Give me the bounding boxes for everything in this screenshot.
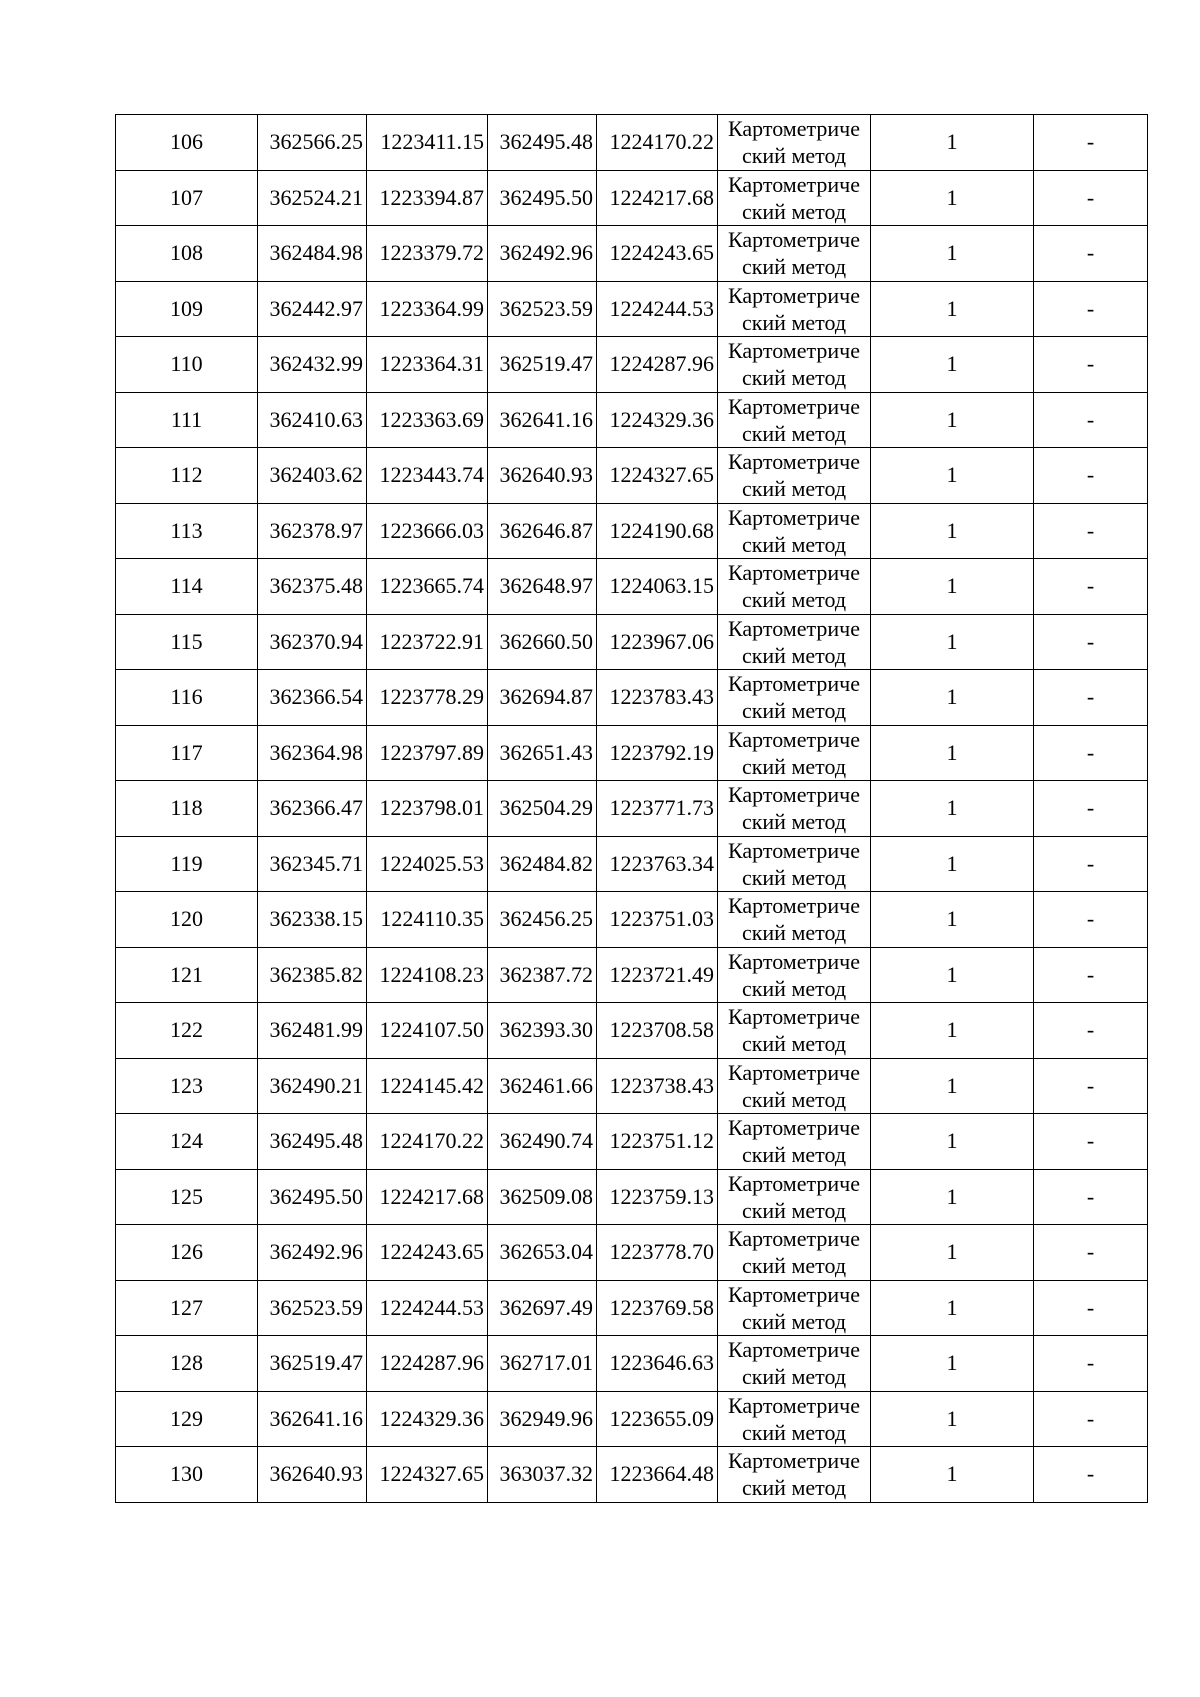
method-cell	[718, 725, 871, 781]
x-start-cell: 362523.59	[258, 1280, 367, 1336]
y-start-cell: 1224243.65	[367, 1225, 488, 1281]
y-start-cell: 1224145.42	[367, 1058, 488, 1114]
method-cell	[718, 337, 871, 393]
x-start-cell: 362484.98	[258, 226, 367, 282]
table-row	[116, 725, 1148, 781]
table-row	[116, 836, 1148, 892]
accuracy-cell: 1	[871, 781, 1034, 837]
x-end-cell: 362509.08	[488, 1169, 597, 1225]
x-end-cell: 362492.96	[488, 226, 597, 282]
accuracy-cell: 1	[871, 1280, 1034, 1336]
y-end-cell: 1223708.58	[597, 1003, 718, 1059]
accuracy-cell: 1	[871, 170, 1034, 226]
note-cell: -	[1034, 1336, 1148, 1392]
method-cell	[718, 226, 871, 282]
method-text-line-2: ский метод	[741, 531, 847, 557]
x-end-cell: 362456.25	[488, 892, 597, 948]
method-cell	[718, 670, 871, 726]
method-text-line-2: ский метод	[741, 920, 847, 946]
method-cell	[718, 392, 871, 448]
x-start-cell: 362370.94	[258, 614, 367, 670]
x-start-cell: 362432.99	[258, 337, 367, 393]
y-start-cell: 1223363.69	[367, 392, 488, 448]
accuracy-cell: 1	[871, 1114, 1034, 1170]
method-text-line-1: Картометриче	[728, 948, 860, 974]
method-text-line-1: Картометриче	[728, 615, 860, 641]
y-end-cell: 1224190.68	[597, 503, 718, 559]
note-cell: -	[1034, 1003, 1148, 1059]
method-text-line-1: Картометриче	[728, 1226, 860, 1252]
method-text-line-1: Картометриче	[728, 782, 860, 808]
y-start-cell: 1223665.74	[367, 559, 488, 615]
note-cell: -	[1034, 1447, 1148, 1503]
y-start-cell: 1223666.03	[367, 503, 488, 559]
method-text-line-2: ский метод	[741, 642, 847, 668]
x-end-cell: 362523.59	[488, 281, 597, 337]
note-cell: -	[1034, 1225, 1148, 1281]
x-start-cell: 362378.97	[258, 503, 367, 559]
method-text-line-1: Картометриче	[728, 837, 860, 863]
accuracy-cell: 1	[871, 559, 1034, 615]
x-start-cell: 362338.15	[258, 892, 367, 948]
table-body	[116, 115, 1148, 1503]
y-end-cell: 1223721.49	[597, 947, 718, 1003]
point-number-cell: 129	[116, 1391, 258, 1447]
method-cell	[718, 1447, 871, 1503]
method-text-line-1: Картометриче	[728, 560, 860, 586]
x-start-cell: 362375.48	[258, 559, 367, 615]
y-end-cell: 1224327.65	[597, 448, 718, 504]
point-number-cell: 120	[116, 892, 258, 948]
point-number-cell: 122	[116, 1003, 258, 1059]
y-start-cell: 1223778.29	[367, 670, 488, 726]
method-text-line-2: ский метод	[741, 1253, 847, 1279]
x-end-cell: 362393.30	[488, 1003, 597, 1059]
y-start-cell: 1224110.35	[367, 892, 488, 948]
x-start-cell: 362492.96	[258, 1225, 367, 1281]
y-start-cell: 1223797.89	[367, 725, 488, 781]
method-text-line-1: Картометриче	[728, 1004, 860, 1030]
x-start-cell: 362366.54	[258, 670, 367, 726]
table-row	[116, 1447, 1148, 1503]
accuracy-cell: 1	[871, 115, 1034, 171]
note-cell: -	[1034, 781, 1148, 837]
x-end-cell: 362648.97	[488, 559, 597, 615]
table-row	[116, 392, 1148, 448]
note-cell: -	[1034, 1169, 1148, 1225]
point-number-cell: 125	[116, 1169, 258, 1225]
method-cell	[718, 1225, 871, 1281]
note-cell: -	[1034, 115, 1148, 171]
note-cell: -	[1034, 337, 1148, 393]
method-text-line-2: ский метод	[741, 753, 847, 779]
y-start-cell: 1224217.68	[367, 1169, 488, 1225]
method-text-line-2: ский метод	[741, 1142, 847, 1168]
method-text-line-1: Картометриче	[728, 1059, 860, 1085]
y-end-cell: 1224287.96	[597, 337, 718, 393]
method-text-line-2: ский метод	[741, 1308, 847, 1334]
accuracy-cell: 1	[871, 1003, 1034, 1059]
method-text-line-2: ский метод	[741, 365, 847, 391]
point-number-cell: 130	[116, 1447, 258, 1503]
method-text-line-1: Картометриче	[728, 1281, 860, 1307]
y-end-cell: 1223792.19	[597, 725, 718, 781]
y-start-cell: 1224108.23	[367, 947, 488, 1003]
y-end-cell: 1223751.12	[597, 1114, 718, 1170]
x-end-cell: 362660.50	[488, 614, 597, 670]
table-row	[116, 226, 1148, 282]
x-end-cell: 362949.96	[488, 1391, 597, 1447]
method-text-line-2: ский метод	[741, 1419, 847, 1445]
table-row	[116, 170, 1148, 226]
x-end-cell: 362490.74	[488, 1114, 597, 1170]
x-start-cell: 362490.21	[258, 1058, 367, 1114]
accuracy-cell: 1	[871, 725, 1034, 781]
y-start-cell: 1223798.01	[367, 781, 488, 837]
note-cell: -	[1034, 226, 1148, 282]
note-cell: -	[1034, 892, 1148, 948]
y-end-cell: 1224217.68	[597, 170, 718, 226]
note-cell: -	[1034, 1391, 1148, 1447]
x-start-cell: 362640.93	[258, 1447, 367, 1503]
note-cell: -	[1034, 614, 1148, 670]
method-text-line-1: Картометриче	[728, 671, 860, 697]
y-start-cell: 1223411.15	[367, 115, 488, 171]
x-end-cell: 362694.87	[488, 670, 597, 726]
x-start-cell: 362410.63	[258, 392, 367, 448]
x-end-cell: 362653.04	[488, 1225, 597, 1281]
x-end-cell: 362641.16	[488, 392, 597, 448]
note-cell: -	[1034, 725, 1148, 781]
x-end-cell: 362717.01	[488, 1336, 597, 1392]
note-cell: -	[1034, 503, 1148, 559]
method-text-line-2: ский метод	[741, 254, 847, 280]
x-start-cell: 362524.21	[258, 170, 367, 226]
x-end-cell: 362697.49	[488, 1280, 597, 1336]
table-row	[116, 559, 1148, 615]
x-end-cell: 362495.50	[488, 170, 597, 226]
method-text-line-2: ский метод	[741, 975, 847, 1001]
x-end-cell: 362387.72	[488, 947, 597, 1003]
table-row	[116, 281, 1148, 337]
y-end-cell: 1223751.03	[597, 892, 718, 948]
table-row	[116, 115, 1148, 171]
method-text-line-2: ский метод	[741, 1364, 847, 1390]
method-cell	[718, 892, 871, 948]
method-text-line-2: ский метод	[741, 1031, 847, 1057]
method-text-line-2: ский метод	[741, 864, 847, 890]
y-start-cell: 1223722.91	[367, 614, 488, 670]
accuracy-cell: 1	[871, 836, 1034, 892]
y-end-cell: 1223967.06	[597, 614, 718, 670]
method-text-line-1: Картометриче	[728, 893, 860, 919]
accuracy-cell: 1	[871, 1391, 1034, 1447]
point-number-cell: 123	[116, 1058, 258, 1114]
table-row	[116, 670, 1148, 726]
table-row	[116, 1225, 1148, 1281]
point-number-cell: 124	[116, 1114, 258, 1170]
y-end-cell: 1223763.34	[597, 836, 718, 892]
x-start-cell: 362519.47	[258, 1336, 367, 1392]
y-start-cell: 1224025.53	[367, 836, 488, 892]
y-end-cell: 1223778.70	[597, 1225, 718, 1281]
method-text-line-1: Картометриче	[728, 227, 860, 253]
note-cell: -	[1034, 392, 1148, 448]
table-row	[116, 892, 1148, 948]
method-cell	[718, 115, 871, 171]
method-cell	[718, 614, 871, 670]
y-start-cell: 1223443.74	[367, 448, 488, 504]
table-row	[116, 337, 1148, 393]
accuracy-cell: 1	[871, 614, 1034, 670]
method-text-line-1: Картометриче	[728, 393, 860, 419]
y-end-cell: 1223769.58	[597, 1280, 718, 1336]
x-end-cell: 362651.43	[488, 725, 597, 781]
method-text-line-1: Картометриче	[728, 1337, 860, 1363]
point-number-cell: 121	[116, 947, 258, 1003]
method-cell	[718, 1280, 871, 1336]
point-number-cell: 117	[116, 725, 258, 781]
table-row	[116, 1058, 1148, 1114]
point-number-cell: 106	[116, 115, 258, 171]
y-end-cell: 1223759.13	[597, 1169, 718, 1225]
method-text-line-1: Картометриче	[728, 504, 860, 530]
point-number-cell: 119	[116, 836, 258, 892]
point-number-cell: 109	[116, 281, 258, 337]
note-cell: -	[1034, 170, 1148, 226]
x-start-cell: 362364.98	[258, 725, 367, 781]
y-start-cell: 1223379.72	[367, 226, 488, 282]
point-number-cell: 107	[116, 170, 258, 226]
method-text-line-1: Картометриче	[728, 282, 860, 308]
note-cell: -	[1034, 281, 1148, 337]
y-start-cell: 1224287.96	[367, 1336, 488, 1392]
method-text-line-2: ский метод	[741, 587, 847, 613]
x-start-cell: 362481.99	[258, 1003, 367, 1059]
table-row	[116, 1336, 1148, 1392]
x-end-cell: 362519.47	[488, 337, 597, 393]
accuracy-cell: 1	[871, 1225, 1034, 1281]
method-cell	[718, 448, 871, 504]
y-end-cell: 1223783.43	[597, 670, 718, 726]
x-start-cell: 362495.50	[258, 1169, 367, 1225]
accuracy-cell: 1	[871, 226, 1034, 282]
y-start-cell: 1224327.65	[367, 1447, 488, 1503]
method-cell	[718, 1391, 871, 1447]
table-row	[116, 781, 1148, 837]
point-number-cell: 110	[116, 337, 258, 393]
y-start-cell: 1223394.87	[367, 170, 488, 226]
x-end-cell: 362495.48	[488, 115, 597, 171]
point-number-cell: 112	[116, 448, 258, 504]
method-text-line-1: Картометриче	[728, 1115, 860, 1141]
method-text-line-1: Картометриче	[728, 338, 860, 364]
method-text-line-2: ский метод	[741, 198, 847, 224]
point-number-cell: 113	[116, 503, 258, 559]
method-cell	[718, 1003, 871, 1059]
y-end-cell: 1224170.22	[597, 115, 718, 171]
accuracy-cell: 1	[871, 337, 1034, 393]
y-start-cell: 1224170.22	[367, 1114, 488, 1170]
table-row	[116, 1280, 1148, 1336]
x-end-cell: 362484.82	[488, 836, 597, 892]
method-text-line-1: Картометриче	[728, 171, 860, 197]
note-cell: -	[1034, 836, 1148, 892]
table-row	[116, 1114, 1148, 1170]
accuracy-cell: 1	[871, 670, 1034, 726]
x-end-cell: 362461.66	[488, 1058, 597, 1114]
x-start-cell: 362641.16	[258, 1391, 367, 1447]
accuracy-cell: 1	[871, 947, 1034, 1003]
method-text-line-1: Картометриче	[728, 726, 860, 752]
point-number-cell: 115	[116, 614, 258, 670]
method-cell	[718, 781, 871, 837]
point-number-cell: 126	[116, 1225, 258, 1281]
accuracy-cell: 1	[871, 1169, 1034, 1225]
y-end-cell: 1223738.43	[597, 1058, 718, 1114]
y-end-cell: 1224063.15	[597, 559, 718, 615]
method-text-line-2: ский метод	[741, 1197, 847, 1223]
y-end-cell: 1224244.53	[597, 281, 718, 337]
method-text-line-1: Картометриче	[728, 1170, 860, 1196]
method-cell	[718, 1058, 871, 1114]
accuracy-cell: 1	[871, 1336, 1034, 1392]
note-cell: -	[1034, 947, 1148, 1003]
x-end-cell: 362646.87	[488, 503, 597, 559]
method-cell	[718, 1169, 871, 1225]
table-row	[116, 947, 1148, 1003]
accuracy-cell: 1	[871, 281, 1034, 337]
x-end-cell: 362504.29	[488, 781, 597, 837]
accuracy-cell: 1	[871, 892, 1034, 948]
y-end-cell: 1223771.73	[597, 781, 718, 837]
y-end-cell: 1223664.48	[597, 1447, 718, 1503]
note-cell: -	[1034, 1280, 1148, 1336]
accuracy-cell: 1	[871, 503, 1034, 559]
accuracy-cell: 1	[871, 448, 1034, 504]
method-text-line-1: Картометриче	[728, 1448, 860, 1474]
y-start-cell: 1223364.31	[367, 337, 488, 393]
method-text-line-2: ский метод	[741, 1475, 847, 1501]
method-text-line-2: ский метод	[741, 143, 847, 169]
method-text-line-1: Картометриче	[728, 116, 860, 142]
method-text-line-2: ский метод	[741, 309, 847, 335]
y-start-cell: 1223364.99	[367, 281, 488, 337]
method-text-line-2: ский метод	[741, 809, 847, 835]
note-cell: -	[1034, 559, 1148, 615]
table-row	[116, 614, 1148, 670]
method-cell	[718, 170, 871, 226]
y-end-cell: 1223646.63	[597, 1336, 718, 1392]
accuracy-cell: 1	[871, 1058, 1034, 1114]
table-row	[116, 448, 1148, 504]
method-cell	[718, 1114, 871, 1170]
x-start-cell: 362442.97	[258, 281, 367, 337]
point-number-cell: 127	[116, 1280, 258, 1336]
table-row	[116, 1391, 1148, 1447]
method-text-line-1: Картометриче	[728, 449, 860, 475]
x-start-cell: 362403.62	[258, 448, 367, 504]
point-number-cell: 114	[116, 559, 258, 615]
method-cell	[718, 503, 871, 559]
method-cell	[718, 836, 871, 892]
x-end-cell: 363037.32	[488, 1447, 597, 1503]
x-start-cell: 362495.48	[258, 1114, 367, 1170]
point-number-cell: 108	[116, 226, 258, 282]
table-row	[116, 503, 1148, 559]
point-number-cell: 128	[116, 1336, 258, 1392]
method-cell	[718, 947, 871, 1003]
method-cell	[718, 559, 871, 615]
y-end-cell: 1224329.36	[597, 392, 718, 448]
x-end-cell: 362640.93	[488, 448, 597, 504]
point-number-cell: 111	[116, 392, 258, 448]
table-row	[116, 1169, 1148, 1225]
y-start-cell: 1224329.36	[367, 1391, 488, 1447]
coordinates-table	[115, 114, 1148, 1503]
y-start-cell: 1224244.53	[367, 1280, 488, 1336]
method-text-line-1: Картометриче	[728, 1392, 860, 1418]
y-start-cell: 1224107.50	[367, 1003, 488, 1059]
accuracy-cell: 1	[871, 1447, 1034, 1503]
x-start-cell: 362345.71	[258, 836, 367, 892]
x-start-cell: 362566.25	[258, 115, 367, 171]
method-cell	[718, 1336, 871, 1392]
method-cell	[718, 281, 871, 337]
table-row	[116, 1003, 1148, 1059]
y-end-cell: 1223655.09	[597, 1391, 718, 1447]
note-cell: -	[1034, 1114, 1148, 1170]
method-text-line-2: ский метод	[741, 476, 847, 502]
x-start-cell: 362366.47	[258, 781, 367, 837]
method-text-line-2: ский метод	[741, 420, 847, 446]
method-text-line-2: ский метод	[741, 698, 847, 724]
note-cell: -	[1034, 670, 1148, 726]
note-cell: -	[1034, 448, 1148, 504]
y-end-cell: 1224243.65	[597, 226, 718, 282]
note-cell: -	[1034, 1058, 1148, 1114]
point-number-cell: 116	[116, 670, 258, 726]
accuracy-cell: 1	[871, 392, 1034, 448]
point-number-cell: 118	[116, 781, 258, 837]
method-text-line-2: ский метод	[741, 1086, 847, 1112]
x-start-cell: 362385.82	[258, 947, 367, 1003]
